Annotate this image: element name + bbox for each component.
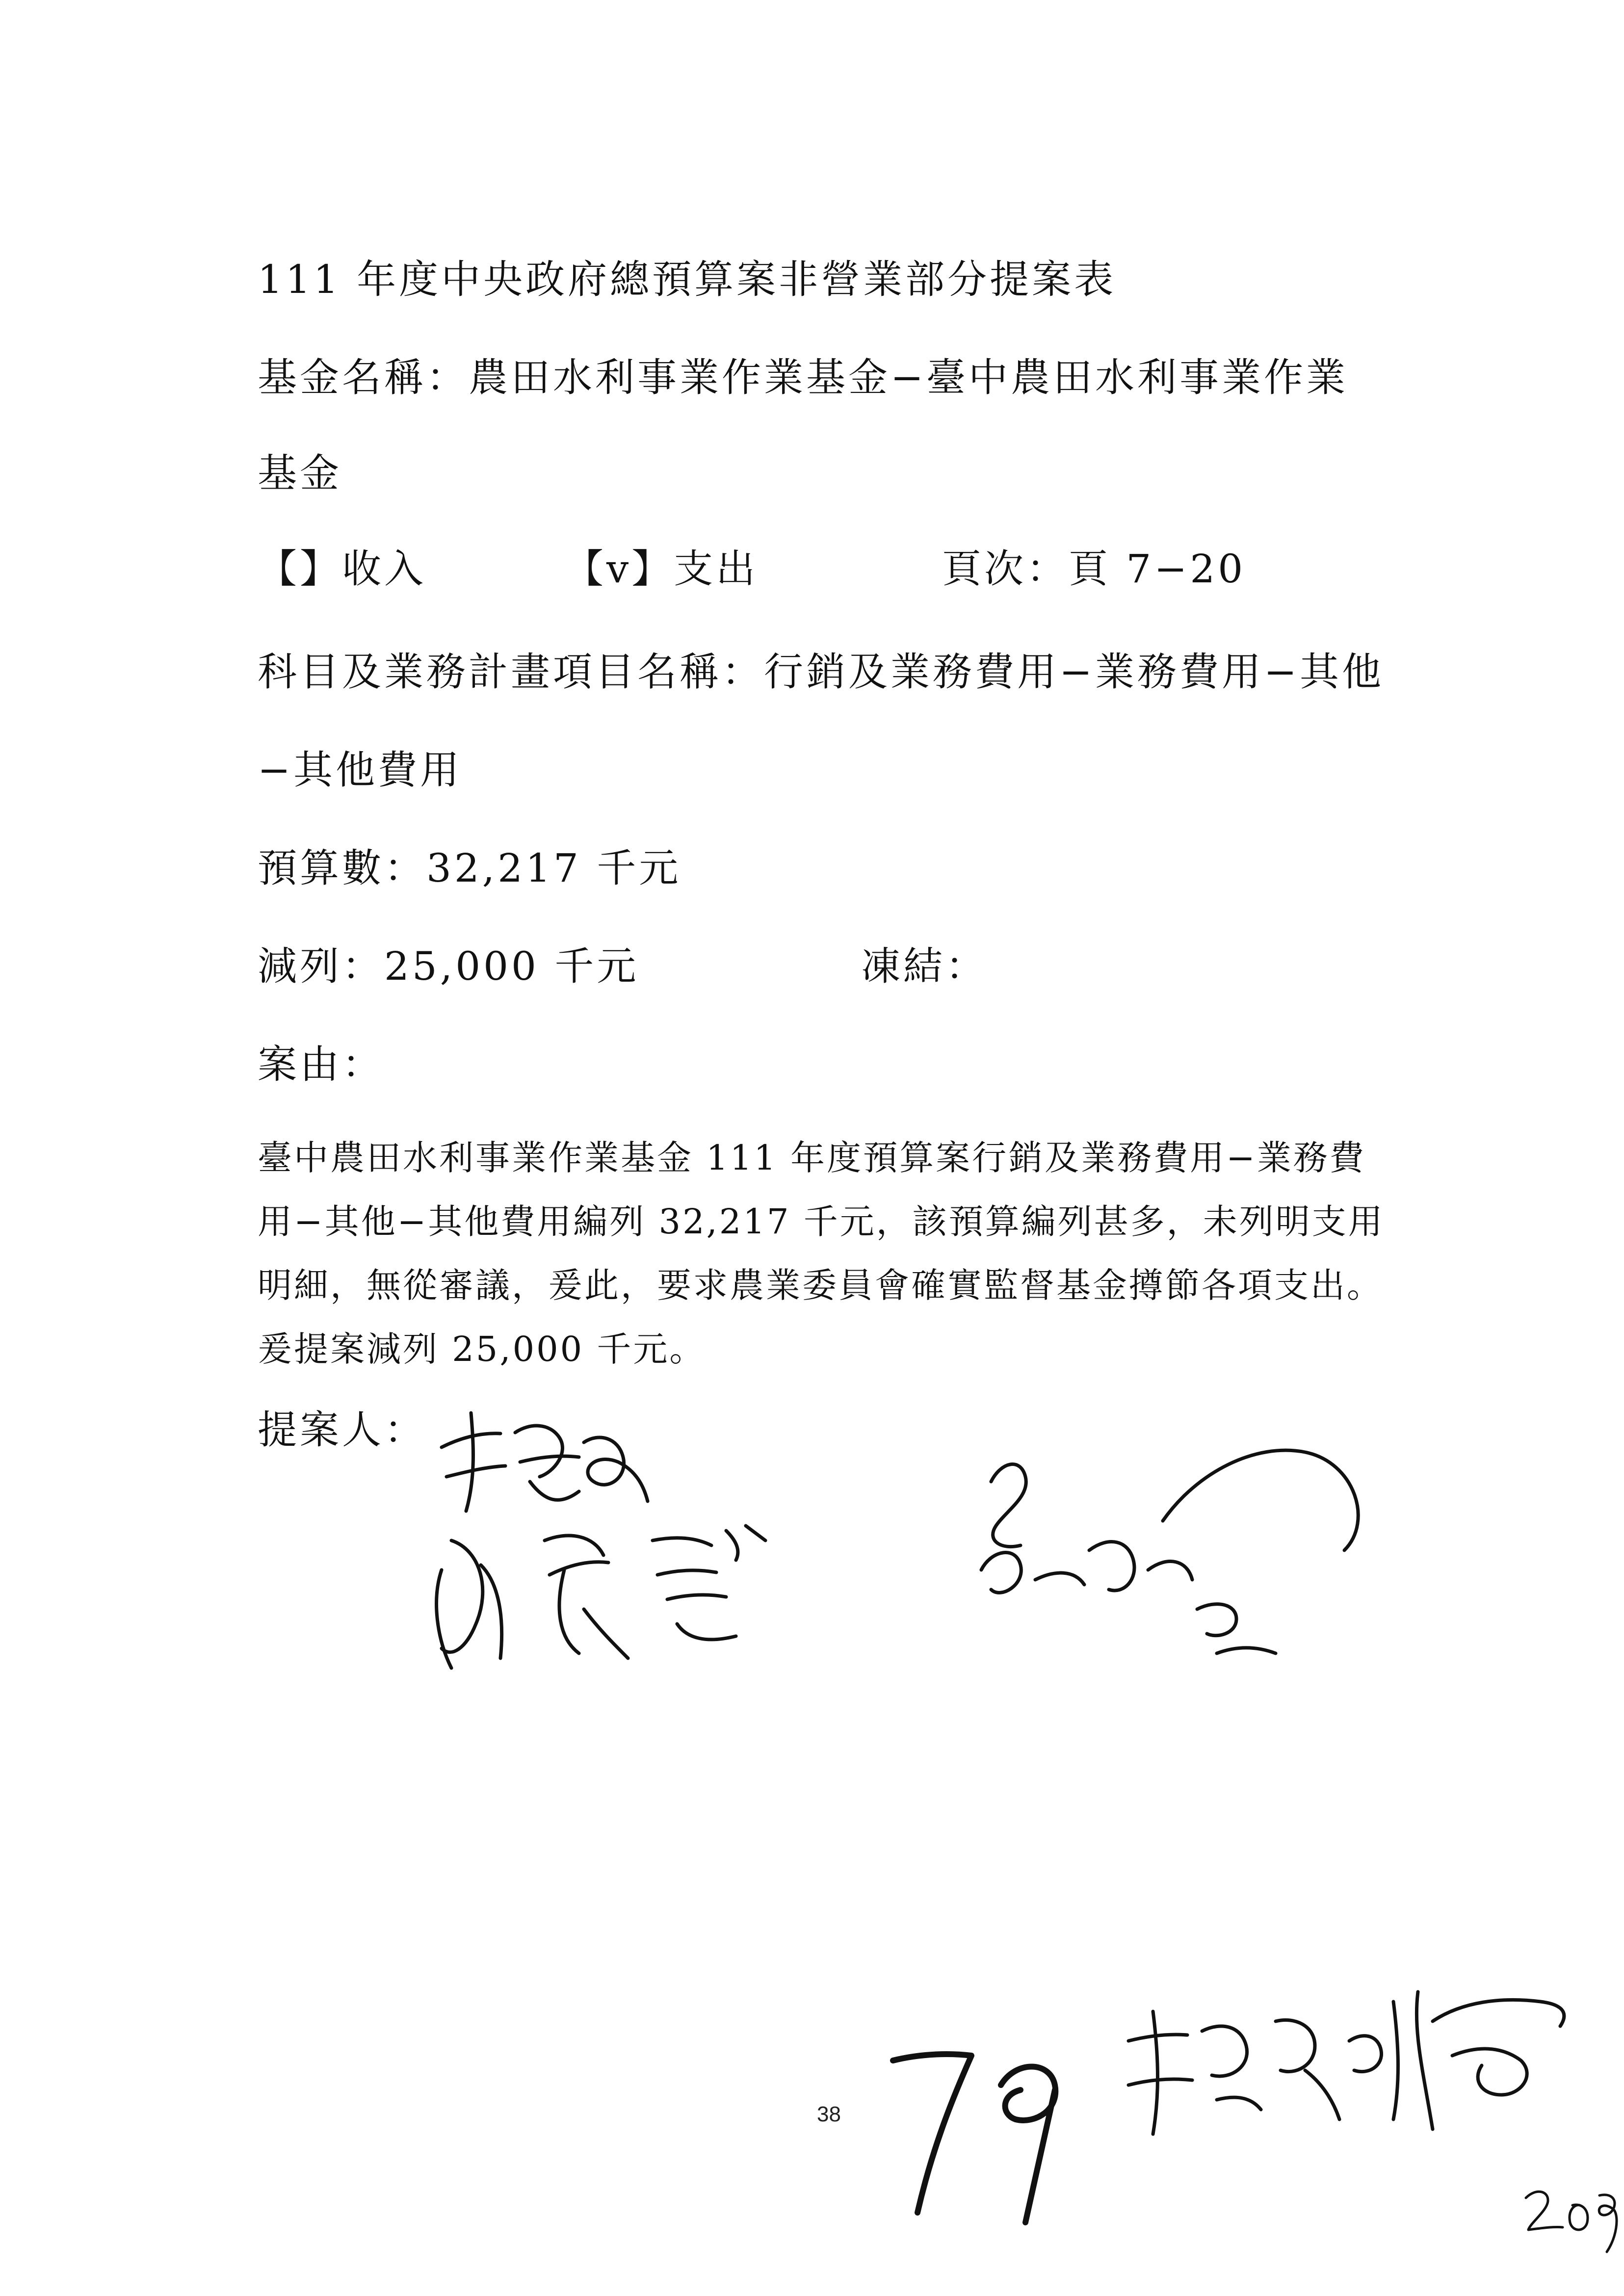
page-number: 38 <box>817 2102 841 2126</box>
fund-label: 基金名稱： <box>258 355 469 400</box>
reason-line: 用−其他−其他費用編列 32,217 千元，該預算編列甚多，未列明支用 <box>258 1201 1385 1242</box>
proposer-label: 提案人： <box>258 1407 426 1453</box>
handwritten-number <box>878 2026 1084 2232</box>
page-title: 111 年度中央政府總預算案非營業部分提案表 <box>258 257 1117 302</box>
reason-label: 案由： <box>258 1042 384 1087</box>
fund-name: 農田水利事業作業基金−臺中農田水利事業作業 <box>469 355 1349 400</box>
corner-mark <box>1521 2168 1624 2257</box>
reason-line: 臺中農田水利事業作業基金 111 年度預算案行銷及業務費用−業務費 <box>258 1138 1366 1178</box>
reason-line: 爰提案減列 25,000 千元。 <box>258 1329 706 1369</box>
budget-amount: 預算數：32,217 千元 <box>258 845 681 891</box>
item-name-line2: −其他費用 <box>258 747 463 793</box>
freeze-amount: 凍結： <box>861 943 988 989</box>
income-checkbox: 【】收入 <box>258 546 426 592</box>
signature-2 <box>422 1511 864 1688</box>
reduction-amount: 減列：25,000 千元 <box>258 943 639 989</box>
signature-3 <box>962 1423 1423 1678</box>
page-reference: 頁次：頁 7−20 <box>942 546 1246 592</box>
fund-name-line1 <box>258 355 1349 400</box>
expense-checkbox: 【v】支出 <box>564 546 759 592</box>
fund-name-line2: 基金 <box>258 450 342 496</box>
footer-signature <box>1119 1972 1590 2168</box>
reason-line: 明細，無從審議，爰此，要求農業委員會確實監督基金撙節各項支出。 <box>258 1265 1383 1305</box>
item-name-line1: 科目及業務計畫項目名稱：行銷及業務費用−業務費用−其他 <box>258 649 1385 695</box>
